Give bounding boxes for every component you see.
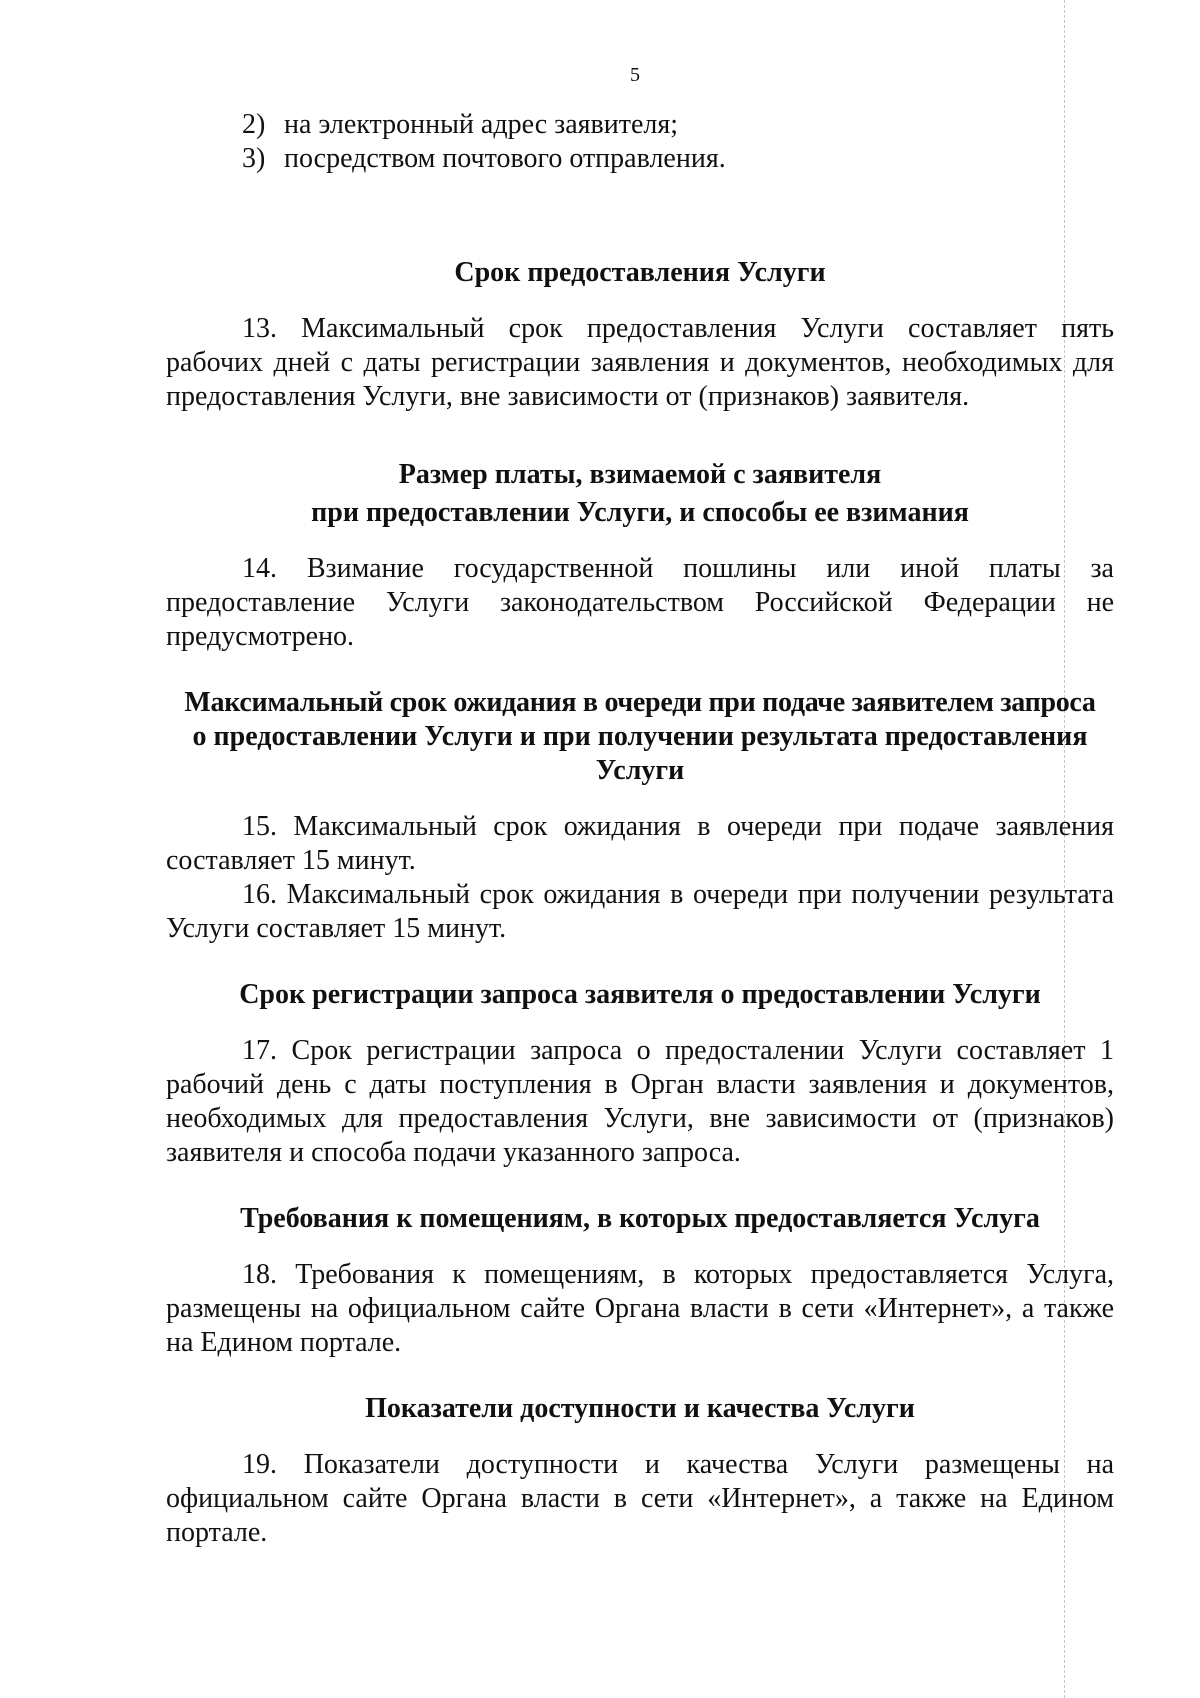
page-number: 5 (630, 64, 640, 86)
spacer (166, 176, 1114, 256)
list-item-text: посредством почтового отправления. (284, 143, 726, 174)
paragraph-14: 14. Взимание государственной пошлины или иной платы за предоставление Услуги законодательством Российской Федерации не предусмотрено. (166, 553, 1114, 652)
list-item-text: на электронный адрес заявителя; (284, 109, 678, 140)
section-heading: Требования к помещениям, в которых предоставляется Услуга (240, 1203, 1040, 1234)
paragraph-13: 13. Максимальный срок предоставления Услуги составляет пять рабочих дней с даты регистрации заявления и документов, необходимых для предоставления Услуги, вне зависимости от (признаков) заявителя. (166, 313, 1114, 412)
list-item-number: 2) (242, 109, 266, 140)
section-heading: Услуги (595, 755, 685, 786)
paragraph-15: 15. Максимальный срок ожидания в очереди при подаче заявления составляет 15 минут. (166, 811, 1114, 876)
spacer (166, 290, 1114, 312)
paragraph-18: 18. Требования к помещениям, в которых предоставляется Услуга, размещены на официальном сайте Органа власти в сети «Интернет», а также на Едином портале. (166, 1259, 1114, 1358)
section-heading: при предоставлении Услуги, и способы ее взимания (311, 497, 969, 528)
spacer (166, 1360, 1114, 1392)
spacer (166, 946, 1114, 978)
spacer (166, 414, 1114, 458)
paragraph-17: 17. Срок регистрации запроса о предосталении Услуги составляет 1 рабочий день с даты поступления в Орган власти заявления и документов, необходимых для предоставления Услуги, вне зависимости от (признаков) заявителя и способа подачи указанного запроса. (166, 1035, 1114, 1168)
section-heading: Показатели доступности и качества Услуги (365, 1393, 915, 1424)
list-item (166, 142, 1114, 176)
paragraph-16: 16. Максимальный срок ожидания в очереди при получении результата Услуги составляет 15 минут. (166, 879, 1114, 944)
spacer (166, 1170, 1114, 1202)
spacer (166, 1236, 1114, 1258)
paragraph-19: 19. Показатели доступности и качества Услуги размещены на официальном сайте Органа власти в сети «Интернет», а также на Едином портале. (166, 1449, 1114, 1548)
section-heading: Срок регистрации запроса заявителя о предоставлении Услуги (239, 979, 1041, 1010)
spacer (166, 654, 1114, 686)
section-heading: Срок предоставления Услуги (454, 257, 826, 288)
list-item (166, 108, 1114, 142)
spacer (166, 1426, 1114, 1448)
spacer (166, 788, 1114, 810)
section-heading: Размер платы, взимаемой с заявителя (398, 459, 882, 490)
document-body (166, 108, 1114, 1550)
list-item-number: 3) (242, 143, 266, 174)
section-heading: о предоставлении Услуги и при получении результата предоставления (192, 721, 1088, 752)
section-heading: Максимальный срок ожидания в очереди при подаче заявителем запроса (184, 687, 1096, 718)
spacer (166, 1012, 1114, 1034)
spacer (166, 530, 1114, 552)
